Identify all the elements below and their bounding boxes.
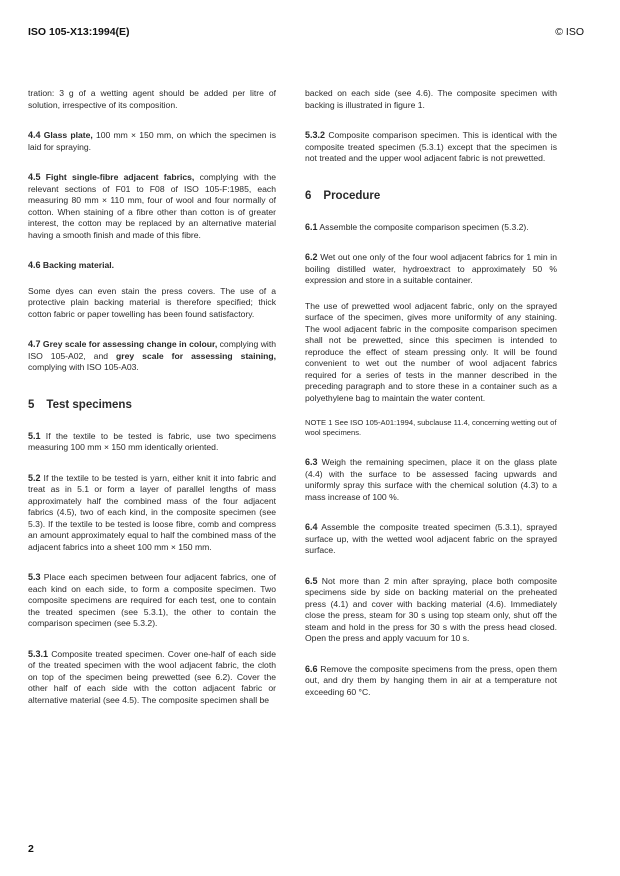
paragraph-continuation: tration: 3 g of a wetting agent should be added per litre of solution, irrespective of its composition. bbox=[28, 88, 276, 110]
clause-number: 6.2 bbox=[305, 252, 318, 262]
clause-4-6-text: Some dyes can even stain the press covers. The use of a protective plain backing material is therefore specified; thick cotton fabric or paper towelling has been found satisfactory. bbox=[28, 285, 276, 319]
clause-5-3 bbox=[28, 572, 276, 630]
paragraph-continuation: backed on each side (see 4.6). The composite specimen with backing is illustrated in figure 1. bbox=[305, 88, 557, 110]
clause-6-1 bbox=[305, 222, 557, 234]
clause-4-5 bbox=[28, 172, 276, 241]
page-number: 2 bbox=[28, 843, 34, 855]
clause-5-1 bbox=[28, 431, 276, 454]
section-number: 6 bbox=[305, 189, 312, 202]
note-1: NOTE 1 See ISO 105-A01:1994, subclause 11.4, concerning wetting out of wool specimens. bbox=[305, 418, 557, 437]
clause-6-4 bbox=[305, 522, 557, 557]
clause-4-7 bbox=[28, 339, 276, 374]
clause-number: 6.4 bbox=[305, 522, 318, 532]
clause-number: 5.1 bbox=[28, 430, 41, 441]
clause-title: Grey scale for assessing change in colour, bbox=[42, 339, 218, 349]
clause-number: 5.3 bbox=[28, 572, 41, 582]
clause-number: 5.2 bbox=[28, 472, 41, 483]
section-number: 5 bbox=[28, 398, 35, 411]
right-column bbox=[305, 88, 557, 698]
clause-number: 6.5 bbox=[305, 575, 318, 586]
clause-6-5 bbox=[305, 576, 557, 645]
clause-number: 4.4 bbox=[28, 130, 41, 140]
section-title: Test specimens bbox=[46, 398, 132, 411]
clause-text-end: complying with ISO 105-A03. bbox=[28, 362, 139, 372]
clause-number: 4.6 bbox=[28, 260, 41, 270]
clause-5-2 bbox=[28, 473, 276, 554]
clause-text: Place each specimen between four adjacent fabrics, one of each kind on each side, to form a composite specimen. Two composite specimens are required for each test, one to contain the treated specimen (see 5.3.1), the other to contain the comparison specimen (see 5.3.2). bbox=[28, 572, 276, 628]
clause-text: Not more than 2 min after spraying, place both composite specimens side by side on backing material on the preheated press (4.1) and cover with backing material (4.6). Immediately close the press, steam for 30 s using top steam only, shut off the steam and hold in the press for 30 s with the press head closed. Open the press and apply vacuum for 10 s. bbox=[305, 575, 557, 643]
clause-number: 4.7 bbox=[28, 339, 41, 349]
clause-number: 5.3.2 bbox=[305, 130, 326, 140]
clause-text: 100 mm × 150 mm, on which the specimen is laid for spraying. bbox=[28, 130, 276, 152]
clause-number: 6.3 bbox=[305, 457, 318, 467]
clause-text: Assemble the composite comparison specimen (5.3.2). bbox=[317, 221, 529, 232]
clause-title: Glass plate, bbox=[43, 130, 93, 140]
clause-6-3 bbox=[305, 457, 557, 503]
clause-number: 5.3.1 bbox=[28, 648, 49, 659]
clause-4-6-heading bbox=[28, 260, 276, 272]
clause-text: Weigh the remaining specimen, place it on the glass plate (4.4) with the surface to be assessed facing upwards and uniformly spray this surface with the chemical solution (4.3) to a mass increase of 100 %. bbox=[305, 457, 557, 502]
copyright-header: © ISO bbox=[555, 26, 584, 38]
clause-text: If the textile to be tested is yarn, either knit it into fabric and treat as in 5.1 or form a layer of parallel lengths of mass approximately half the combined mass of the four adjacent fabrics (4.5), two of each kind, in the composite specimen (see 5.3). If the textile to be tested is loose fibre, comb and compress an amount approximately equal to half the combined mass of the adjacent fabrics into a sheet 100 mm × 150 mm. bbox=[28, 472, 276, 552]
section-5-heading bbox=[28, 398, 276, 412]
clause-text: Remove the composite specimens from the press, open them out, and dry them by hanging them in air at a temperature not exceeding 60 °C. bbox=[305, 663, 557, 697]
clause-text: Assemble the composite treated specimen (5.3.1), sprayed surface up, with the wetted wool adjacent fabric on the sprayed surface. bbox=[305, 522, 557, 555]
standard-header: ISO 105-X13:1994(E) bbox=[28, 26, 130, 38]
clause-6-2-paragraph-2: The use of prewetted wool adjacent fabric, only on the sprayed surface of the specimen, gives more uniformity of any staining. The wool adjacent fabric in the composite comparison specimen shall not be prewetted, since this specimen is intended to reproduce the effect of steam pressing only. It will be found convenient to wet out the number of wool adjacent fabrics required for a series of tests in the manner described in the preceding paragraph and to store these in a container such as a polyethylene bag to maintain the water content. bbox=[305, 300, 557, 403]
clause-5-3-2 bbox=[305, 130, 557, 165]
clause-text: complying with ISO 105-A02, and bbox=[28, 339, 276, 361]
clause-title: Fight single-fibre adjacent fabrics, bbox=[45, 172, 195, 182]
clause-number: 4.5 bbox=[28, 172, 41, 182]
clause-number: 6.1 bbox=[305, 221, 318, 232]
clause-text: complying with the relevant sections of F01 to F08 of ISO 105-F:1985, each measuring 80 mm × 110 mm, four of wool and four normally of cotton. When staining of a fibre other than cotton is of greater interest, the cotton may be replaced by an alternative material having a smooth finish and made of this fibre. bbox=[28, 172, 276, 240]
clause-4-4 bbox=[28, 130, 276, 153]
clause-title: Backing material. bbox=[42, 260, 115, 270]
section-title: Procedure bbox=[323, 189, 381, 202]
clause-number: 6.6 bbox=[305, 663, 318, 674]
clause-text: Composite comparison specimen. This is identical with the composite treated specimen (5.3.1) except that the specimen is not treated and the upper wool adjacent fabric is not prewetted. bbox=[305, 130, 557, 163]
clause-text: Wet out one only of the four wool adjacent fabrics for 1 min in boiling distilled water, hydroextract to approximately 50 % expression and store in a suitable container. bbox=[305, 252, 557, 285]
section-6-heading bbox=[305, 189, 557, 203]
clause-title-2: grey scale for assessing staining, bbox=[116, 350, 277, 361]
clause-text: Composite treated specimen. Cover one-half of each side of the treated specimen with the wool adjacent fabric, the cloth on top of the specimen being prewetted (see 6.2). Cover the other half of each side with the cotton adjacent fabric or alternative material (see 4.5). The composite specimen shall be bbox=[28, 648, 276, 705]
clause-5-3-1 bbox=[28, 649, 276, 707]
clause-6-2 bbox=[305, 252, 557, 287]
clause-text: If the textile to be tested is fabric, use two specimens measuring 100 mm × 150 mm identically oriented. bbox=[28, 430, 276, 452]
clause-6-6 bbox=[305, 664, 557, 699]
left-column bbox=[28, 88, 276, 706]
